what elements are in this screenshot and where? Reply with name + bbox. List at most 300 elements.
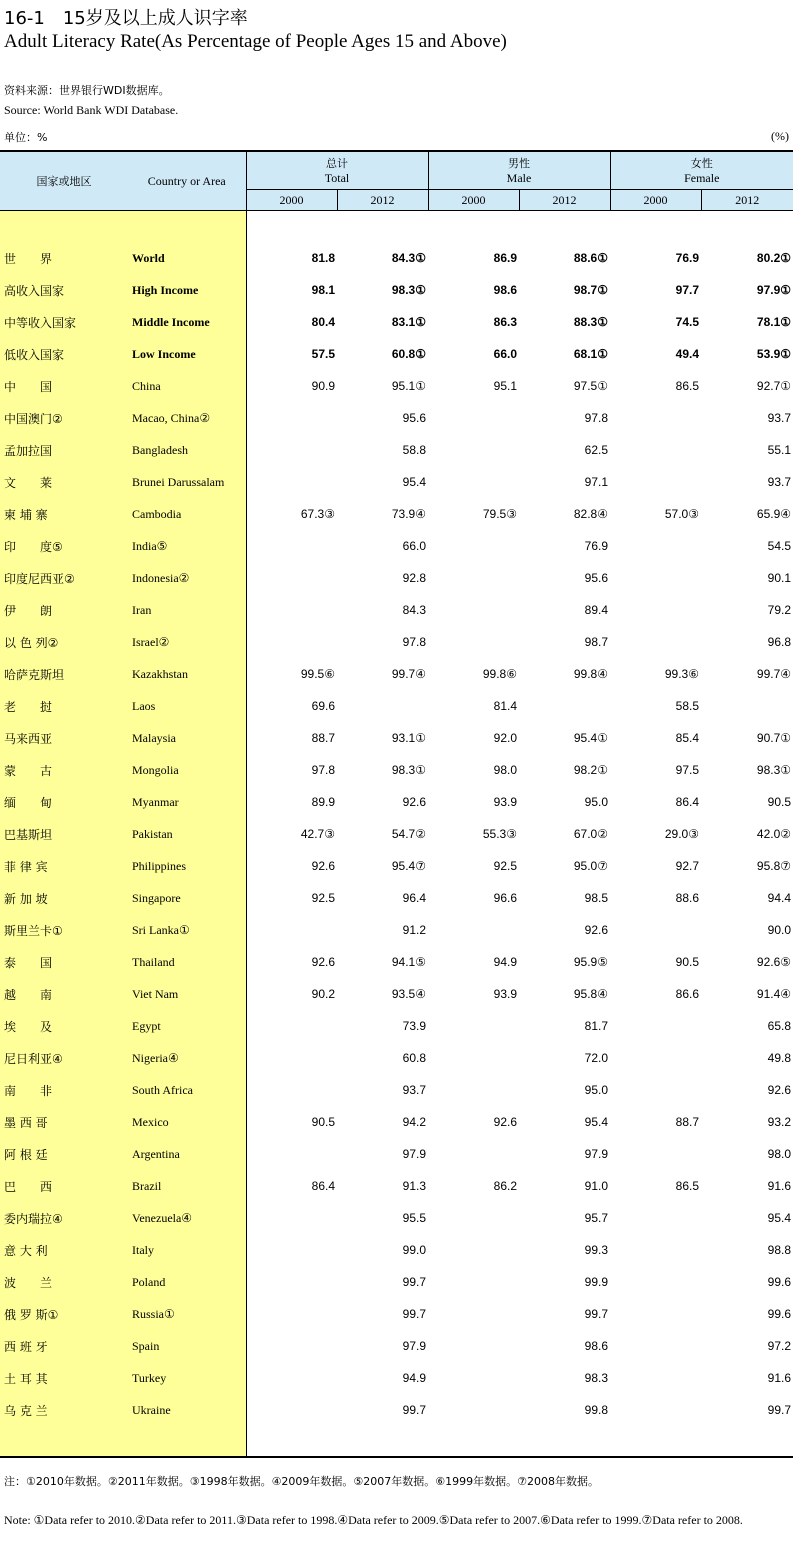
value-cell: 98.7	[584, 635, 608, 649]
country-name-en: Myanmar	[128, 786, 246, 818]
value-cell: 98.0	[767, 1147, 792, 1161]
value-cell: 99.3⑥	[664, 667, 699, 681]
value-cell	[610, 466, 701, 498]
country-name-en: Macao, China②	[128, 402, 246, 434]
table-row	[0, 242, 793, 274]
value-cell: 92.7	[675, 859, 699, 873]
country-name-cn: 蒙 古	[0, 754, 128, 786]
value-cell: 76.9	[675, 251, 699, 265]
country-name-cn: 伊 朗	[0, 594, 128, 626]
value-cell	[610, 434, 701, 466]
value-cell: 53.9①	[756, 347, 792, 361]
table-row	[0, 978, 793, 1010]
value-cell: 99.7④	[756, 667, 792, 681]
value-cell	[246, 1074, 337, 1106]
value-cell	[610, 594, 701, 626]
value-cell: 99.7④	[391, 667, 426, 681]
value-cell: 99.7	[402, 1403, 426, 1417]
country-name-en: Pakistan	[128, 818, 246, 850]
value-cell: 65.8	[767, 1019, 792, 1033]
value-cell	[246, 626, 337, 658]
country-name-cn: 以 色 列②	[0, 626, 128, 658]
value-cell: 97.7	[675, 283, 699, 297]
value-cell: 68.1①	[573, 347, 608, 361]
value-cell	[428, 1330, 519, 1362]
value-cell: 67.3③	[246, 498, 337, 530]
header-total-en: Total	[324, 170, 350, 185]
header-group-total	[246, 151, 428, 190]
value-cell: 95.9⑤	[573, 955, 608, 969]
country-name-cn: 南 非	[0, 1074, 128, 1106]
source-english: Source: World Bank WDI Database.	[4, 103, 179, 117]
value-cell	[246, 594, 337, 626]
value-cell: 92.8	[402, 571, 426, 585]
header-year: 2012	[519, 190, 610, 211]
country-name-en: Cambodia	[128, 498, 246, 530]
spacer-row	[0, 211, 793, 243]
value-cell: 67.0②	[573, 827, 608, 841]
country-name-en: High Income	[128, 274, 246, 306]
value-cell: 84.3①	[391, 251, 426, 265]
value-cell	[428, 530, 519, 562]
table-row	[0, 306, 793, 338]
value-cell	[610, 1362, 701, 1394]
value-cell: 88.6①	[573, 251, 608, 265]
value-cell	[428, 626, 519, 658]
table-row	[0, 882, 793, 914]
value-cell: 99.7	[584, 1307, 608, 1321]
header-group-male	[428, 151, 610, 190]
value-cell	[246, 530, 337, 562]
value-cell: 94.1⑤	[391, 955, 426, 969]
value-cell: 92.6	[493, 1115, 517, 1129]
country-name-en: Middle Income	[128, 306, 246, 338]
country-name-en: Nigeria④	[128, 1042, 246, 1074]
value-cell	[428, 1202, 519, 1234]
header-year: 2012	[701, 190, 793, 211]
value-cell: 98.6	[584, 1339, 608, 1353]
table-row	[0, 626, 793, 658]
value-cell	[246, 1362, 337, 1394]
country-name-cn: 斯里兰卡①	[0, 914, 128, 946]
country-name-en: Ukraine	[128, 1394, 246, 1426]
value-cell: 82.8④	[573, 507, 608, 521]
value-cell: 58.5	[675, 699, 699, 713]
header-total-cn: 总计	[326, 156, 348, 170]
value-cell	[246, 434, 337, 466]
country-name-cn: 波 兰	[0, 1266, 128, 1298]
country-name-en: South Africa	[128, 1074, 246, 1106]
value-cell: 97.5①	[573, 379, 608, 393]
value-cell: 99.7	[767, 1403, 792, 1417]
value-cell: 57.0③	[664, 507, 699, 521]
country-name-en: Thailand	[128, 946, 246, 978]
table-row	[0, 1138, 793, 1170]
table-row	[0, 1298, 793, 1330]
value-cell: 98.1	[246, 274, 337, 306]
header-year: 2000	[610, 190, 701, 211]
country-name-en: Venezuela④	[128, 1202, 246, 1234]
value-cell: 89.9	[246, 786, 337, 818]
value-cell	[428, 562, 519, 594]
country-name-en: Sri Lanka①	[128, 914, 246, 946]
value-cell: 83.1①	[391, 315, 426, 329]
country-name-en: Poland	[128, 1266, 246, 1298]
value-cell: 96.8	[767, 635, 792, 649]
table-row	[0, 818, 793, 850]
value-cell: 88.6	[675, 891, 699, 905]
notes-english: Note: ①Data refer to 2010.②Data refer to 2011.③Data refer to 1998.④Data refer to 2009.⑤Data refer to 2007.⑥Data refer to 1999.⑦Data refer to 2008.	[4, 1513, 743, 1527]
literacy-table	[0, 150, 793, 1458]
value-cell: 98.7①	[573, 283, 608, 297]
value-cell: 81.7	[584, 1019, 608, 1033]
value-cell: 72.0	[584, 1051, 608, 1065]
country-name-cn: 意 大 利	[0, 1234, 128, 1266]
value-cell	[428, 402, 519, 434]
header-male-cn: 男性	[508, 156, 530, 170]
table-row	[0, 1106, 793, 1138]
value-cell: 91.6	[767, 1371, 792, 1385]
table-row	[0, 338, 793, 370]
value-cell: 86.5	[675, 1179, 699, 1193]
value-cell: 93.5④	[391, 987, 426, 1001]
table-row	[0, 562, 793, 594]
value-cell: 88.7	[675, 1115, 699, 1129]
value-cell: 92.6⑤	[756, 955, 792, 969]
value-cell	[610, 1202, 701, 1234]
value-cell: 93.9	[493, 795, 517, 809]
source-chinese: 资料来源：世界银行WDI数据库。	[4, 84, 170, 97]
country-name-cn: 柬 埔 寨	[0, 498, 128, 530]
country-name-cn: 墨 西 哥	[0, 1106, 128, 1138]
country-name-en: Brunei Darussalam	[128, 466, 246, 498]
value-cell	[519, 690, 610, 722]
header-female-cn: 女性	[690, 156, 713, 170]
country-name-en: World	[128, 242, 246, 274]
country-name-en: Spain	[128, 1330, 246, 1362]
country-name-en: Philippines	[128, 850, 246, 882]
value-cell: 95.7	[584, 1211, 608, 1225]
value-cell: 80.4	[246, 306, 337, 338]
notes-chinese: 注：①2010年数据。②2011年数据。③1998年数据。④2009年数据。⑤2007年数据。⑥1999年数据。⑦2008年数据。	[4, 1475, 599, 1488]
table-row	[0, 914, 793, 946]
value-cell: 86.3	[493, 315, 517, 329]
value-cell	[610, 1298, 701, 1330]
table-row	[0, 1394, 793, 1426]
value-cell: 97.5	[675, 763, 699, 777]
value-cell: 55.3③	[482, 827, 517, 841]
value-cell: 95.8④	[573, 987, 608, 1001]
value-cell: 92.6	[246, 946, 337, 978]
value-cell: 99.7	[402, 1275, 426, 1289]
value-cell: 95.0⑦	[573, 859, 608, 873]
value-cell: 42.7③	[246, 818, 337, 850]
value-cell	[610, 1138, 701, 1170]
value-cell: 92.5	[246, 882, 337, 914]
value-cell: 79.2	[767, 603, 792, 617]
country-name-en: India⑤	[128, 530, 246, 562]
value-cell: 91.2	[402, 923, 426, 937]
country-name-cn: 越 南	[0, 978, 128, 1010]
value-cell	[246, 402, 337, 434]
value-cell: 94.9	[402, 1371, 426, 1385]
value-cell: 98.5	[584, 891, 608, 905]
table-row	[0, 594, 793, 626]
value-cell: 95.6	[584, 571, 608, 585]
country-name-cn: 马来西亚	[0, 722, 128, 754]
value-cell	[610, 1330, 701, 1362]
value-cell: 95.8⑦	[756, 859, 792, 873]
country-name-cn: 印 度⑤	[0, 530, 128, 562]
country-name-cn: 乌 克 兰	[0, 1394, 128, 1426]
value-cell: 95.5	[402, 1211, 426, 1225]
country-name-cn: 印度尼西亚②	[0, 562, 128, 594]
value-cell: 99.8④	[573, 667, 608, 681]
value-cell: 54.7②	[391, 827, 426, 841]
value-cell: 97.9	[402, 1339, 426, 1353]
table-row	[0, 946, 793, 978]
country-name-en: Israel②	[128, 626, 246, 658]
value-cell: 95.4	[767, 1211, 792, 1225]
value-cell: 91.3	[402, 1179, 426, 1193]
header-country-en: Country or Area	[128, 151, 246, 211]
value-cell: 79.5③	[482, 507, 517, 521]
value-cell	[428, 1074, 519, 1106]
table-row	[0, 402, 793, 434]
value-cell	[610, 1042, 701, 1074]
literacy-table-container	[0, 150, 793, 1458]
value-cell	[428, 1010, 519, 1042]
value-cell	[610, 1074, 701, 1106]
value-cell: 98.6	[493, 283, 517, 297]
value-cell: 90.0	[767, 923, 792, 937]
country-name-cn: 中国澳门②	[0, 402, 128, 434]
country-name-en: China	[128, 370, 246, 402]
value-cell	[428, 1298, 519, 1330]
table-row	[0, 1330, 793, 1362]
unit-label: 单位：%	[4, 131, 48, 144]
value-cell	[610, 1010, 701, 1042]
value-cell: 96.6	[493, 891, 517, 905]
header-year: 2012	[337, 190, 428, 211]
country-name-cn: 西 班 牙	[0, 1330, 128, 1362]
value-cell: 97.1	[584, 475, 608, 489]
value-cell: 89.4	[584, 603, 608, 617]
value-cell	[610, 914, 701, 946]
value-cell: 73.9④	[391, 507, 426, 521]
value-cell: 98.3①	[756, 763, 792, 777]
value-cell: 81.4	[493, 699, 517, 713]
value-cell: 99.7	[402, 1307, 426, 1321]
country-name-cn: 缅 甸	[0, 786, 128, 818]
value-cell	[428, 434, 519, 466]
value-cell: 99.5⑥	[246, 658, 337, 690]
value-cell: 99.8	[584, 1403, 608, 1417]
value-cell: 93.9	[493, 987, 517, 1001]
header-year: 2000	[428, 190, 519, 211]
country-name-cn: 阿 根 廷	[0, 1138, 128, 1170]
country-name-cn: 巴基斯坦	[0, 818, 128, 850]
table-body	[0, 211, 793, 1458]
country-name-en: Italy	[128, 1234, 246, 1266]
table-row	[0, 274, 793, 306]
country-name-cn: 中 国	[0, 370, 128, 402]
value-cell	[610, 402, 701, 434]
value-cell	[337, 690, 428, 722]
value-cell: 60.8	[402, 1051, 426, 1065]
country-name-cn: 低收入国家	[0, 338, 128, 370]
value-cell: 74.5	[675, 315, 699, 329]
header-year: 2000	[246, 190, 337, 211]
value-cell: 91.4④	[756, 987, 792, 1001]
value-cell: 97.8	[246, 754, 337, 786]
value-cell	[610, 562, 701, 594]
country-name-en: Kazakhstan	[128, 658, 246, 690]
value-cell	[428, 914, 519, 946]
value-cell: 85.4	[675, 731, 699, 745]
value-cell: 90.5	[675, 955, 699, 969]
value-cell: 92.0	[493, 731, 517, 745]
country-name-cn: 世 界	[0, 242, 128, 274]
country-name-en: Singapore	[128, 882, 246, 914]
table-row	[0, 530, 793, 562]
table-row	[0, 722, 793, 754]
value-cell	[246, 1234, 337, 1266]
value-cell	[246, 1298, 337, 1330]
value-cell: 99.8⑥	[482, 667, 517, 681]
table-row	[0, 370, 793, 402]
value-cell: 73.9	[402, 1019, 426, 1033]
country-name-cn: 孟加拉国	[0, 434, 128, 466]
table-row	[0, 1074, 793, 1106]
value-cell: 42.0②	[756, 827, 792, 841]
country-name-cn: 新 加 坡	[0, 882, 128, 914]
value-cell: 97.9	[584, 1147, 608, 1161]
value-cell: 91.0	[584, 1179, 608, 1193]
value-cell: 95.4	[402, 475, 426, 489]
header-country-cn: 国家或地区	[0, 151, 128, 211]
country-name-cn: 老 挝	[0, 690, 128, 722]
value-cell: 90.2	[246, 978, 337, 1010]
value-cell: 93.7	[402, 1083, 426, 1097]
header-male-en: Male	[506, 170, 532, 185]
value-cell: 86.9	[493, 251, 517, 265]
country-name-en: Argentina	[128, 1138, 246, 1170]
value-cell: 95.4⑦	[391, 859, 426, 873]
value-cell	[428, 594, 519, 626]
value-cell: 54.5	[767, 539, 792, 553]
value-cell: 91.6	[767, 1179, 792, 1193]
country-name-en: Viet Nam	[128, 978, 246, 1010]
value-cell	[428, 1138, 519, 1170]
value-cell	[428, 1266, 519, 1298]
value-cell: 98.3①	[391, 283, 426, 297]
value-cell: 99.9	[584, 1275, 608, 1289]
value-cell: 99.3	[584, 1243, 608, 1257]
country-name-en: Low Income	[128, 338, 246, 370]
country-name-cn: 高收入国家	[0, 274, 128, 306]
value-cell: 99.6	[767, 1275, 792, 1289]
value-cell: 93.2	[767, 1115, 792, 1129]
country-name-cn: 委内瑞拉④	[0, 1202, 128, 1234]
value-cell: 92.6	[246, 850, 337, 882]
country-name-cn: 菲 律 宾	[0, 850, 128, 882]
country-name-en: Brazil	[128, 1170, 246, 1202]
value-cell: 94.4	[767, 891, 792, 905]
country-name-en: Malaysia	[128, 722, 246, 754]
country-name-cn: 文 莱	[0, 466, 128, 498]
value-cell: 95.1	[493, 379, 517, 393]
value-cell: 98.2①	[573, 763, 608, 777]
value-cell: 88.7	[246, 722, 337, 754]
table-row	[0, 658, 793, 690]
value-cell: 95.4	[584, 1115, 608, 1129]
spacer-row	[0, 1426, 793, 1457]
value-cell	[246, 1202, 337, 1234]
value-cell: 95.6	[402, 411, 426, 425]
value-cell: 81.8	[246, 242, 337, 274]
value-cell: 49.8	[767, 1051, 792, 1065]
value-cell	[246, 914, 337, 946]
value-cell: 98.3①	[391, 763, 426, 777]
country-name-en: Mongolia	[128, 754, 246, 786]
value-cell	[701, 690, 793, 722]
table-row	[0, 1362, 793, 1394]
value-cell: 99.0	[402, 1243, 426, 1257]
value-cell: 90.5	[767, 795, 792, 809]
country-name-cn: 泰 国	[0, 946, 128, 978]
country-name-en: Indonesia②	[128, 562, 246, 594]
value-cell: 76.9	[584, 539, 608, 553]
table-row	[0, 850, 793, 882]
table-row	[0, 1010, 793, 1042]
value-cell: 98.0	[493, 763, 517, 777]
value-cell: 92.6	[767, 1083, 792, 1097]
value-cell: 80.2①	[756, 251, 792, 265]
value-cell: 97.9	[402, 1147, 426, 1161]
table-row	[0, 466, 793, 498]
country-name-en: Russia①	[128, 1298, 246, 1330]
value-cell: 94.9	[493, 955, 517, 969]
value-cell: 95.0	[584, 1083, 608, 1097]
value-cell: 90.9	[246, 370, 337, 402]
value-cell: 88.3①	[573, 315, 608, 329]
country-name-en: Bangladesh	[128, 434, 246, 466]
value-cell: 69.6	[246, 690, 337, 722]
value-cell: 84.3	[402, 603, 426, 617]
value-cell: 92.7①	[756, 379, 792, 393]
country-name-cn: 尼日利亚④	[0, 1042, 128, 1074]
value-cell	[246, 1330, 337, 1362]
title-chinese: 16-1 15岁及以上成人识字率	[4, 8, 248, 29]
value-cell: 97.8	[584, 411, 608, 425]
header-female-en: Female	[684, 170, 720, 185]
value-cell: 90.7①	[756, 731, 792, 745]
country-name-en: Iran	[128, 594, 246, 626]
value-cell	[428, 466, 519, 498]
value-cell: 96.4	[402, 891, 426, 905]
value-cell	[610, 1394, 701, 1426]
table-row	[0, 1042, 793, 1074]
country-name-cn: 中等收入国家	[0, 306, 128, 338]
value-cell	[428, 1042, 519, 1074]
value-cell	[246, 1138, 337, 1170]
value-cell	[428, 1394, 519, 1426]
value-cell: 98.8	[767, 1243, 792, 1257]
value-cell	[428, 1362, 519, 1394]
value-cell: 97.2	[767, 1339, 792, 1353]
value-cell: 93.7	[767, 411, 792, 425]
